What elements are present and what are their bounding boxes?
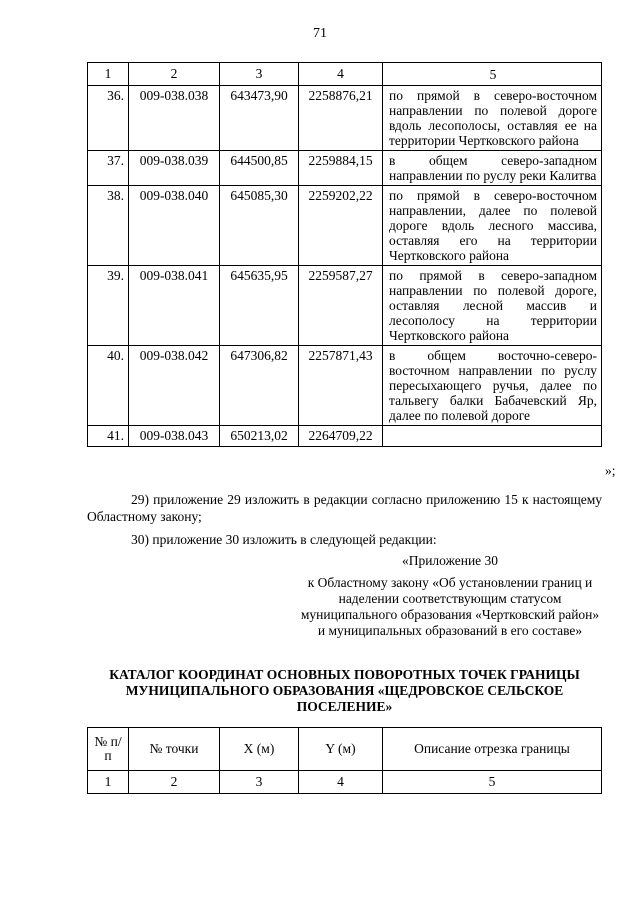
segment-description: по прямой в северо-восточном направлении, далее по полевой дороге вдоль лесного массива, оставляя его на территории Чертковского района <box>383 186 602 266</box>
page-number: 71 <box>313 26 327 41</box>
catalog-title: КАТАЛОГ КООРДИНАТ ОСНОВНЫХ ПОВОРОТНЫХ ТОЧЕК ГРАНИЦЫ МУНИЦИПАЛЬНОГО ОБРАЗОВАНИЯ «ЩЕДРОВСКОЕ СЕЛЬСКОЕ ПОСЕЛЕНИЕ» <box>109 667 580 714</box>
point-id: 009-038.043 <box>129 426 220 447</box>
x-coordinate: 645635,95 <box>220 266 299 346</box>
row-number: 41. <box>88 426 129 447</box>
header-description: Описание отрезка границы <box>383 728 602 771</box>
x-coordinate: 643473,90 <box>220 86 299 151</box>
table-row <box>88 346 602 426</box>
column-number: 1 <box>88 771 129 794</box>
table-header-row <box>88 728 602 771</box>
y-coordinate: 2259202,22 <box>299 186 383 266</box>
row-number: 37. <box>88 151 129 186</box>
header-cell: 1 <box>88 63 129 86</box>
header-point-number: № точки <box>129 728 220 771</box>
segment-description: в общем северо-западном направлении по руслу реки Калитва <box>383 151 602 186</box>
x-coordinate: 647306,82 <box>220 346 299 426</box>
column-number: 2 <box>129 771 220 794</box>
row-number: 36. <box>88 86 129 151</box>
header-x: X (м) <box>220 728 299 771</box>
point-id: 009-038.042 <box>129 346 220 426</box>
column-number: 5 <box>383 771 602 794</box>
table-number-row <box>88 771 602 794</box>
table-row <box>88 266 602 346</box>
x-coordinate: 644500,85 <box>220 151 299 186</box>
header-row-number: № п/п <box>88 728 129 771</box>
point-id: 009-038.040 <box>129 186 220 266</box>
paragraph-item-30: 30) приложение 30 изложить в следующей редакции: <box>131 532 437 547</box>
row-number: 40. <box>88 346 129 426</box>
point-id: 009-038.041 <box>129 266 220 346</box>
table-row <box>88 426 602 447</box>
header-cell: 5 <box>383 63 602 86</box>
point-id: 009-038.039 <box>129 151 220 186</box>
table-row <box>88 86 602 151</box>
table-row <box>88 186 602 266</box>
y-coordinate: 2259884,15 <box>299 151 383 186</box>
column-number: 3 <box>220 771 299 794</box>
table-row <box>88 151 602 186</box>
y-coordinate: 2258876,21 <box>299 86 383 151</box>
header-cell: 2 <box>129 63 220 86</box>
y-coordinate: 2257871,43 <box>299 346 383 426</box>
appendix-reference: к Областному закону «Об установлении границ и наделении соответствующим статусом муниципального образования «Чертковский район» и муниципальных образований в его составе» <box>300 575 600 638</box>
header-cell: 4 <box>299 63 383 86</box>
header-cell: 3 <box>220 63 299 86</box>
table-header-row <box>88 63 602 86</box>
segment-description <box>383 426 602 447</box>
y-coordinate: 2259587,27 <box>299 266 383 346</box>
segment-description: по прямой в северо-восточном направлении по полевой дороге вдоль лесополосы, оставляя ее на территории Чертковского района <box>383 86 602 151</box>
coordinates-table-continued <box>87 62 602 447</box>
x-coordinate: 645085,30 <box>220 186 299 266</box>
closing-quote: »; <box>605 463 616 478</box>
paragraph-item-29: 29) приложение 29 изложить в редакции согласно приложению 15 к настоящему Областному закону; <box>87 492 602 524</box>
x-coordinate: 650213,02 <box>220 426 299 447</box>
segment-description: по прямой в северо-западном направлении по полевой дороге, оставляя лесной массив и лесополосу на территории Чертковского района <box>383 266 602 346</box>
row-number: 39. <box>88 266 129 346</box>
coordinates-table-header <box>87 727 602 794</box>
column-number: 4 <box>299 771 383 794</box>
segment-description: в общем восточно-северо-восточном направлении по руслу пересыхающего ручья, далее по тальвегу балки Бабачевский Яр, далее по полевой дороге <box>383 346 602 426</box>
row-number: 38. <box>88 186 129 266</box>
appendix-title: «Приложение 30 <box>401 553 499 568</box>
point-id: 009-038.038 <box>129 86 220 151</box>
header-y: Y (м) <box>299 728 383 771</box>
y-coordinate: 2264709,22 <box>299 426 383 447</box>
